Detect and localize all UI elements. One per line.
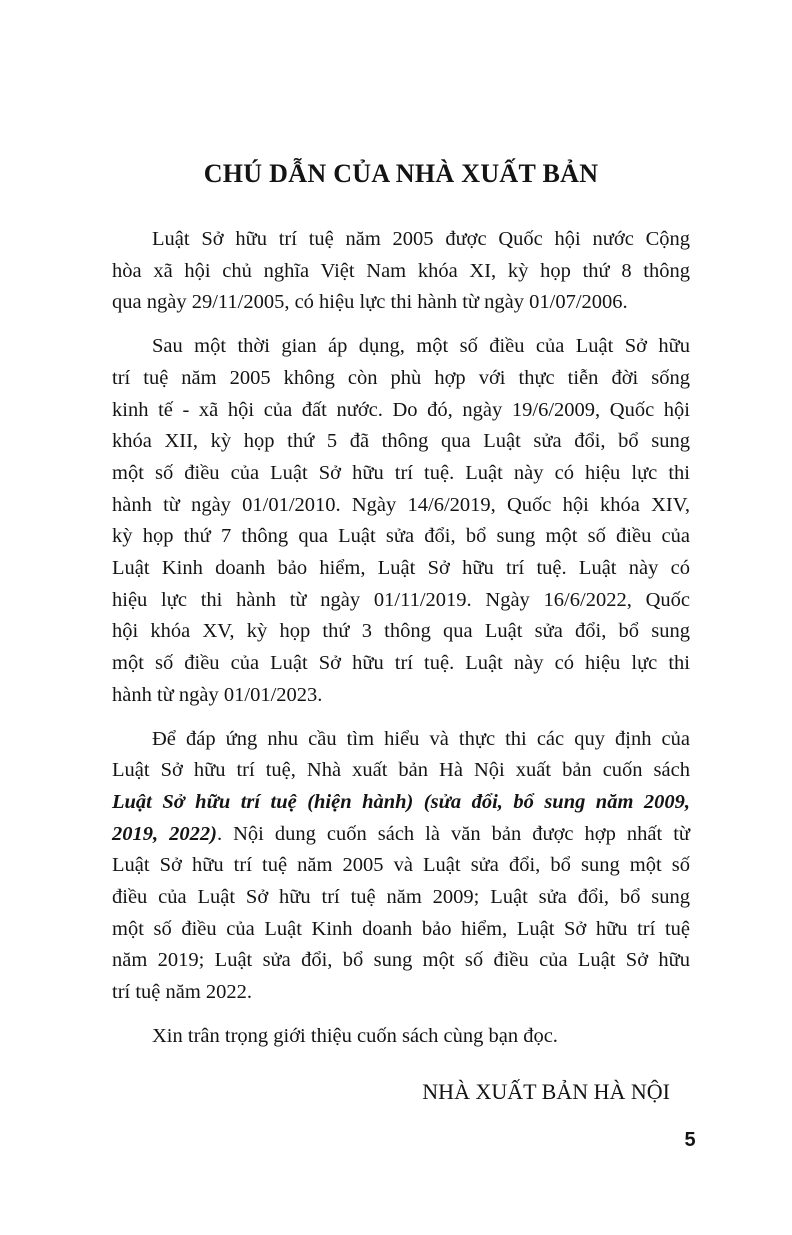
text-line bbox=[112, 585, 690, 617]
text-line bbox=[112, 521, 690, 553]
text-run: hành từ ngày 01/01/2023. bbox=[112, 683, 323, 706]
text-line bbox=[112, 426, 690, 458]
paragraph bbox=[112, 224, 690, 319]
paragraph bbox=[112, 724, 690, 1009]
text-run: Để đáp ứng nhu cầu tìm hiểu và thực thi các quy định của bbox=[152, 727, 690, 750]
text-line bbox=[112, 395, 690, 427]
text-run: Xin trân trọng giới thiệu cuốn sách cùng bạn đọc. bbox=[152, 1024, 558, 1047]
text-line bbox=[112, 648, 690, 680]
text-run: . Nội dung cuốn sách là văn bản được hợp nhất từ bbox=[216, 822, 690, 845]
text-run: một số điều của Luật Sở hữu trí tuệ. Luật này có hiệu lực thi bbox=[112, 652, 690, 675]
text-run: kinh tế - xã hội của đất nước. Do đó, ngày 19/6/2009, Quốc hội bbox=[112, 398, 690, 421]
page-content bbox=[112, 158, 690, 1107]
text-line bbox=[112, 680, 690, 712]
text-line bbox=[112, 224, 690, 256]
text-run: Luật Sở hữu trí tuệ, Nhà xuất bản Hà Nội xuất bản cuốn sách bbox=[112, 759, 690, 782]
text-run: hòa xã hội chủ nghĩa Việt Nam khóa XI, kỳ họp thứ 8 thông bbox=[112, 259, 690, 282]
text-line bbox=[112, 331, 690, 363]
emphasized-text-run: 2019, 2022) bbox=[112, 822, 217, 845]
text-line bbox=[112, 977, 690, 1009]
text-line bbox=[112, 256, 690, 288]
text-run: hội khóa XV, kỳ họp thứ 3 thông qua Luật sửa đổi, bổ sung bbox=[112, 620, 690, 643]
text-run: kỳ họp thứ 7 thông qua Luật sửa đổi, bổ sung một số điều của bbox=[112, 525, 690, 548]
text-run: Luật Kinh doanh bảo hiểm, Luật Sở hữu trí tuệ. Luật này có bbox=[112, 557, 690, 580]
text-line bbox=[112, 553, 690, 585]
text-run: điều của Luật Sở hữu trí tuệ năm 2009; Luật sửa đổi, bổ sung bbox=[112, 886, 690, 909]
text-line bbox=[112, 490, 690, 522]
text-line bbox=[112, 914, 690, 946]
page-number: 5 bbox=[684, 1129, 696, 1151]
text-run: khóa XII, kỳ họp thứ 5 đã thông qua Luật sửa đổi, bổ sung bbox=[112, 430, 690, 453]
text-run: hiệu lực thi hành từ ngày 01/11/2019. Ngày 16/6/2022, Quốc bbox=[112, 588, 690, 611]
page-title: CHÚ DẪN CỦA NHÀ XUẤT BẢN bbox=[203, 159, 599, 188]
text-run: hành từ ngày 01/01/2010. Ngày 14/6/2019, Quốc hội khóa XIV, bbox=[112, 493, 690, 516]
paragraph bbox=[112, 331, 690, 711]
paragraph bbox=[112, 1021, 690, 1053]
text-run: Luật Sở hữu trí tuệ năm 2005 được Quốc hội nước Cộng bbox=[152, 228, 690, 250]
text-line bbox=[112, 850, 690, 882]
publisher-signature: NHÀ XUẤT BẢN HÀ NỘI bbox=[422, 1078, 670, 1104]
text-line bbox=[112, 616, 690, 648]
text-line bbox=[112, 363, 690, 395]
emphasized-text-run: Luật Sở hữu trí tuệ (hiện hành) (sửa đổi, bổ sung năm 2009, bbox=[112, 790, 690, 813]
text-run: một số điều của Luật Kinh doanh bảo hiểm, Luật Sở hữu trí tuệ bbox=[112, 917, 690, 940]
text-run: qua ngày 29/11/2005, có hiệu lực thi hành từ ngày 01/07/2006. bbox=[112, 291, 628, 314]
text-line bbox=[112, 819, 690, 851]
text-run: một số điều của Luật Sở hữu trí tuệ. Luật này có hiệu lực thi bbox=[112, 461, 690, 484]
text-line bbox=[112, 787, 690, 819]
text-run: năm 2019; Luật sửa đổi, bổ sung một số điều của Luật Sở hữu bbox=[112, 949, 690, 972]
text-run: Sau một thời gian áp dụng, một số điều của Luật Sở hữu bbox=[152, 335, 690, 358]
text-run: trí tuệ năm 2022. bbox=[112, 981, 253, 1004]
text-line bbox=[112, 458, 690, 490]
text-line bbox=[112, 945, 690, 977]
text-line bbox=[112, 882, 690, 914]
text-run: Luật Sở hữu trí tuệ năm 2005 và Luật sửa đổi, bổ sung một số bbox=[112, 854, 690, 877]
text-line bbox=[112, 724, 690, 756]
text-line bbox=[112, 755, 690, 787]
text-run: trí tuệ năm 2005 không còn phù hợp với thực tiễn đời sống bbox=[112, 366, 690, 389]
text-line bbox=[112, 287, 690, 319]
text-line bbox=[112, 1021, 690, 1053]
body-paragraphs bbox=[112, 224, 690, 1053]
